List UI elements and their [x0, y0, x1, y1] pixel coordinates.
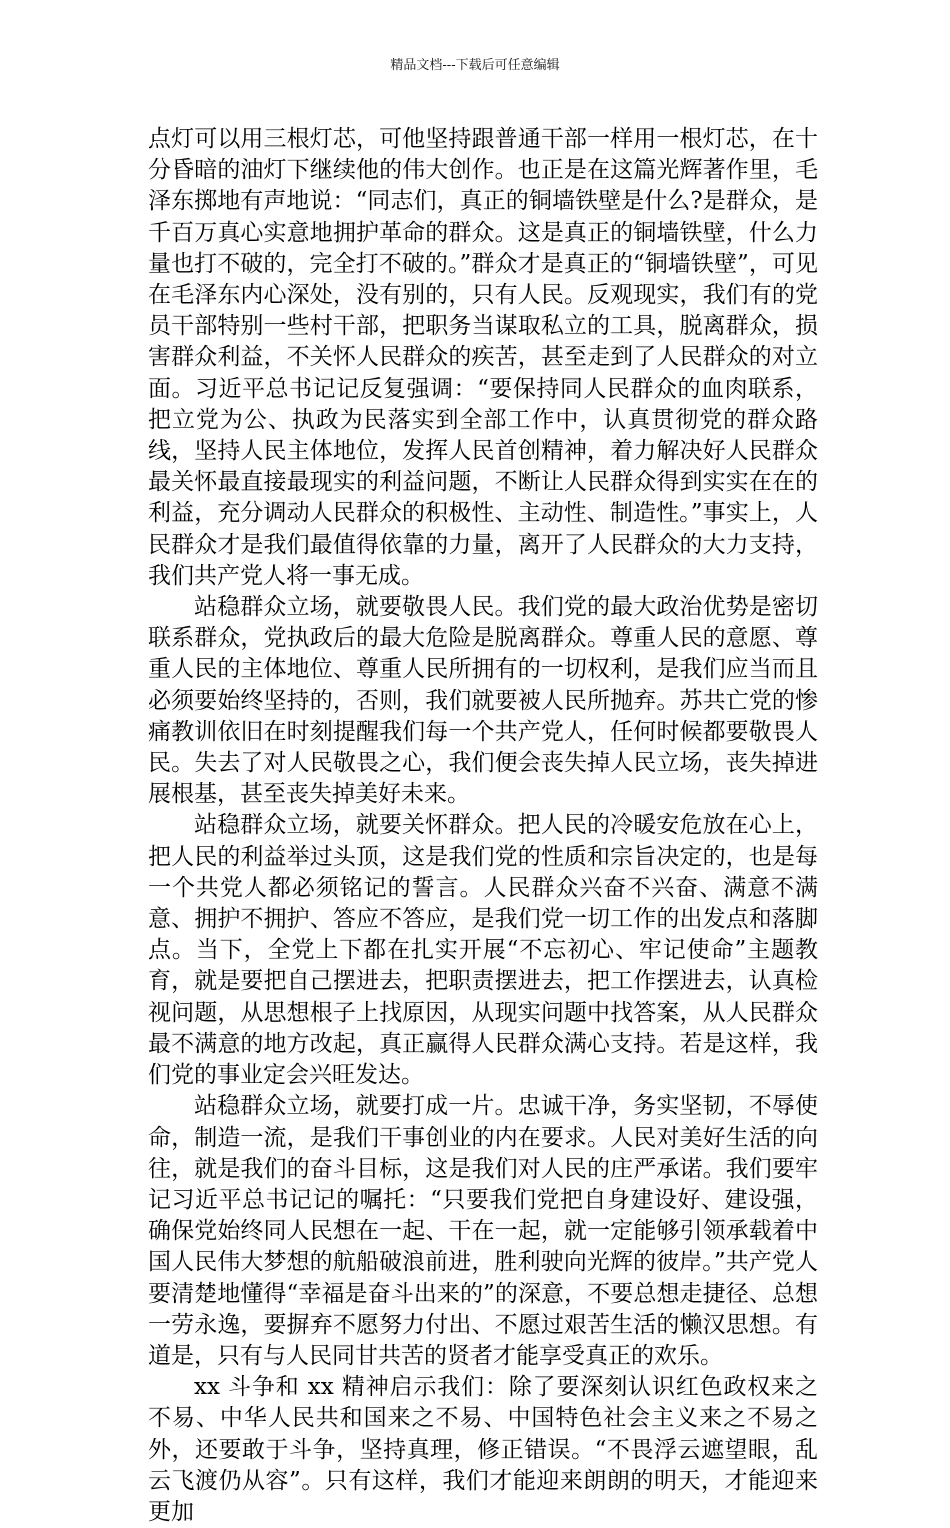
- paragraph-3: 站稳群众立场，就要关怀群众。把人民的冷暖安危放在心上，把人民的利益举过头顶，这是我们党的性质和宗旨决定的，也是每一个共党人都必须铭记的誓言。人民群众兴奋不兴奋、满意不满意、拥护不拥护、答应不答应，是我们党一切工作的出发点和落脚点。当下，全党上下都在扎实开展“不忘初心、牢记使命”主题教育，就是要把自己摆进去，把职责摆进去，把工作摆进去，认真检视问题，从思想根子上找原因，从现实问题中找答案，从人民群众最不满意的地方改起，真正赢得人民群众满心支持。若是这样，我们党的事业定会兴旺发达。: [148, 812, 818, 1089]
- paragraph-1: 点灯可以用三根灯芯，可他坚持跟普通干部一样用一根灯芯，在十分昏暗的油灯下继续他的伟大创作。也正是在这篇光辉著作里，毛泽东掷地有声地说：“同志们，真正的铜墙铁壁是什么?是群众，是千百万真心实意地拥护革命的群众。这是真正的铜墙铁壁，什么力量也打不破的，完全打不破的。”群众才是真正的“铜墙铁壁”，可见在毛泽东内心深处，没有别的，只有人民。反观现实，我们有的党员干部特别一些村干部，把职务当谋取私立的工具，脱离群众，损害群众利益，不关怀人民群众的疾苦，甚至走到了人民群众的对立面。习近平总书记记反复强调：“要保持同人民群众的血肉联系，把立党为公、执政为民落实到全部工作中，认真贯彻党的群众路线，坚持人民主体地位，发挥人民首创精神，着力解决好人民群众最关怀最直接最现实的利益问题，不断让人民群众得到实实在在的利益，充分调动人民群众的积极性、主动性、制造性。”事实上，人民群众才是我们最值得依靠的力量，离开了人民群众的大力支持，我们共产党人将一事无成。: [148, 126, 818, 589]
- document-body: [148, 124, 818, 1528]
- page-header: 精品文档---下载后可任意编辑: [390, 58, 560, 73]
- paragraph-4: 站稳群众立场，就要打成一片。忠诚干净，务实坚韧，不辱使命，制造一流，是我们干事创业的内在要求。人民对美好生活的向往，就是我们的奋斗目标，这是我们对人民的庄严承诺。我们要牢记习近平总书记记的嘱托：“只要我们党把自身建设好、建设强，确保党始终同人民想在一起、干在一起，就一定能够引领承载着中国人民伟大梦想的航船破浪前进，胜利驶向光辉的彼岸。”共产党人要清楚地懂得“幸福是奋斗出来的”的深意，不要总想走捷径、总想一劳永逸，要摒弃不愿努力付出、不愿过艰苦生活的懒汉思想。有道是，只有与人民同甘共苦的贤者才能享受真正的欢乐。: [148, 1093, 818, 1369]
- paragraph-2: 站稳群众立场，就要敬畏人民。我们党的最大政治优势是密切联系群众，党执政后的最大危险是脱离群众。尊重人民的意愿、尊重人民的主体地位、尊重人民所拥有的一切权利，是我们应当而且必须要始终坚持的，否则，我们就要被人民所抛弃。苏共亡党的惨痛教训依旧在时刻提醒我们每一个共产党人，任何时候都要敬畏人民。失去了对人民敬畏之心，我们便会丧失掉人民立场，丧失掉进展根基，甚至丧失掉美好未来。: [148, 594, 818, 808]
- paragraph-5: xx 斗争和 xx 精神启示我们：除了要深刻认识红色政权来之不易、中华人民共和国来之不易、中国特色社会主义来之不易之外，还要敢于斗争，坚持真理，修正错误。“不畏浮云遮望眼，乱云飞渡仍从容”。只有这样，我们才能迎来朗朗的明天，才能迎来更加: [148, 1374, 818, 1525]
